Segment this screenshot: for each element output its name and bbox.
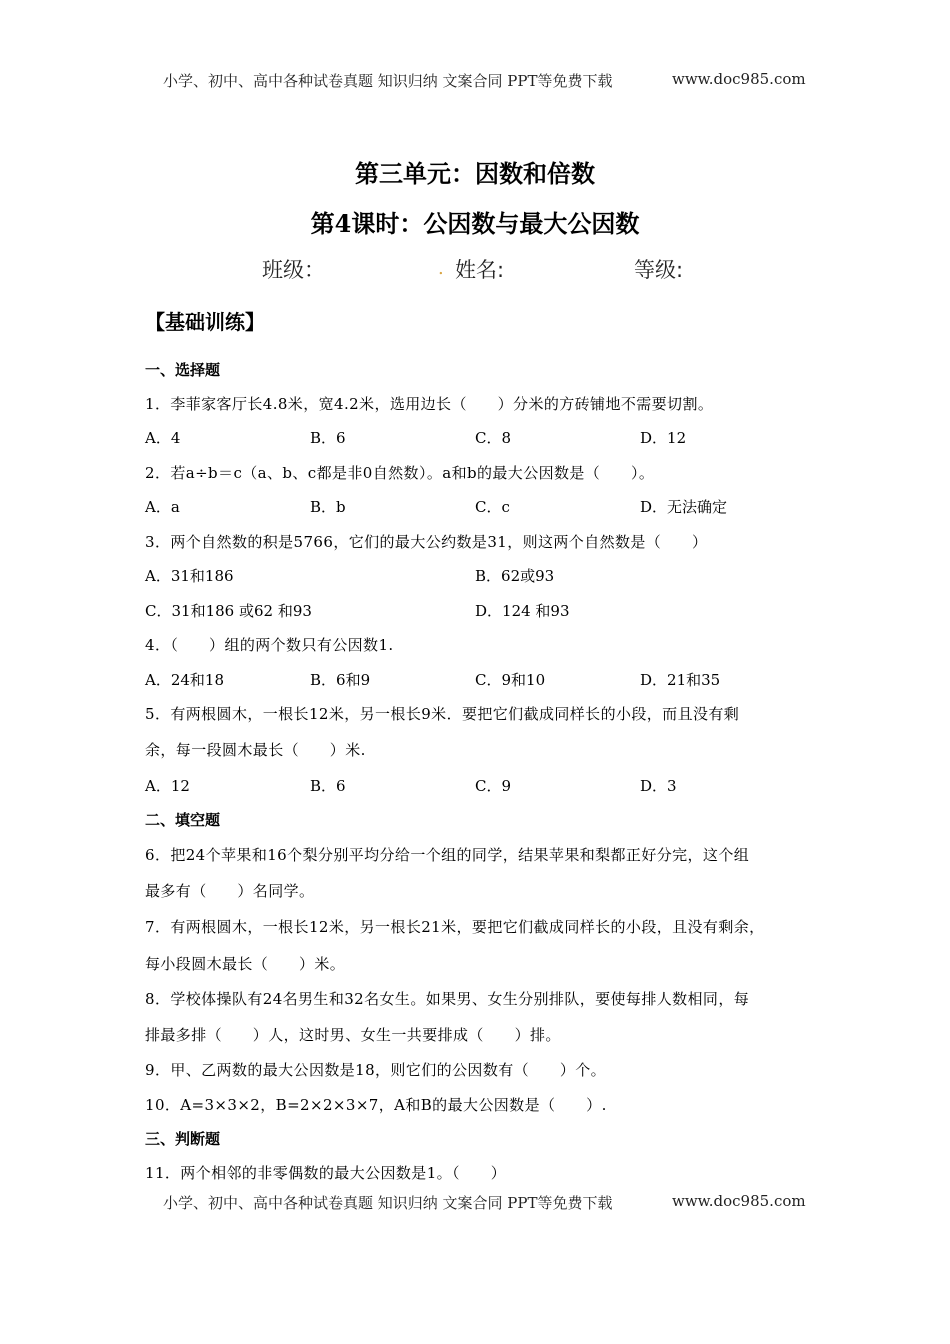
- option: D．12: [640, 429, 687, 447]
- separator-dot: .: [438, 258, 444, 279]
- question-10: 10．A=3×3×2，B=2×2×3×7，A和B的最大公因数是（ ）.: [145, 1096, 607, 1114]
- question-3: 3．两个自然数的积是5766，它们的最大公约数是31，则这两个自然数是（ ）: [145, 533, 708, 551]
- option: C．c: [475, 498, 510, 516]
- question-11: 11．两个相邻的非零偶数的最大公因数是1。（ ）: [145, 1164, 507, 1182]
- option: B．b: [310, 498, 346, 516]
- class-label: 班级：: [262, 258, 325, 282]
- grade-label: 等级:: [634, 258, 684, 282]
- page-subtitle: 第4课时：公因数与最大公因数: [310, 209, 640, 238]
- question-5-line-2: 余，每一段圆木最长（ ）米.: [145, 741, 366, 759]
- question-8-line-1: 8．学校体操队有24名男生和32名女生。如果男、女生分别排队，要使每排人数相同，每: [145, 990, 750, 1008]
- option: D．21和35: [640, 671, 721, 689]
- option: B．6: [310, 777, 346, 795]
- question-7-line-1: 7．有两根圆木，一根长12米，另一根长21米，要把它们截成同样长的小段，且没有剩余，: [145, 918, 765, 936]
- question-6-line-1: 6．把24个苹果和16个梨分别平均分给一个组的同学，结果苹果和梨都正好分完，这个组: [145, 846, 750, 864]
- header-text: 小学、初中、高中各种试卷真题 知识归纳 文案合同 PPT等免费下载: [163, 72, 613, 90]
- option: A．12: [145, 777, 190, 795]
- basic-training-heading: 【基础训练】: [145, 310, 265, 334]
- name-label: 姓名:: [455, 258, 505, 282]
- option: D．124 和93: [475, 602, 570, 620]
- option: D．无法确定: [640, 498, 728, 516]
- footer-url: www.doc985.com: [672, 1192, 806, 1210]
- question-4: 4．（ ）组的两个数只有公因数1.: [145, 636, 394, 654]
- section-judge: 三、判断题: [145, 1130, 221, 1148]
- question-6-line-2: 最多有（ ）名同学。: [145, 882, 315, 900]
- question-7-line-2: 每小段圆木最长（ ）米。: [145, 955, 346, 973]
- option: D．3: [640, 777, 677, 795]
- header-url: www.doc985.com: [672, 70, 806, 88]
- question-9: 9．甲、乙两数的最大公因数是18，则它们的公因数有（ ）个。: [145, 1061, 607, 1079]
- question-1: 1．李菲家客厅长4.8米，宽4.2米，选用边长（ ）分米的方砖铺地不需要切割。: [145, 395, 714, 413]
- option: A．24和18: [145, 671, 225, 689]
- question-5-line-1: 5．有两根圆木，一根长12米，另一根长9米．要把它们截成同样长的小段，而且没有剩: [145, 705, 740, 723]
- option: C．31和186 或62 和93: [145, 602, 312, 620]
- section-choice: 一、选择题: [145, 361, 221, 379]
- page-title: 第三单元：因数和倍数: [355, 159, 595, 188]
- section-fill: 二、填空题: [145, 811, 221, 829]
- option: A．4: [145, 429, 181, 447]
- option: C．8: [475, 429, 512, 447]
- option: A．31和186: [145, 567, 234, 585]
- footer-text: 小学、初中、高中各种试卷真题 知识归纳 文案合同 PPT等免费下载: [163, 1194, 613, 1212]
- option: B．6: [310, 429, 346, 447]
- option: C．9和10: [475, 671, 546, 689]
- option: A．a: [145, 498, 180, 516]
- option: B．6和9: [310, 671, 371, 689]
- question-2: 2．若a÷b＝c（a、b、c都是非0自然数）。a和b的最大公因数是（ ）。: [145, 464, 655, 482]
- question-8-line-2: 排最多排（ ）人，这时男、女生一共要排成（ ）排。: [145, 1026, 561, 1044]
- option: C．9: [475, 777, 512, 795]
- option: B．62或93: [475, 567, 555, 585]
